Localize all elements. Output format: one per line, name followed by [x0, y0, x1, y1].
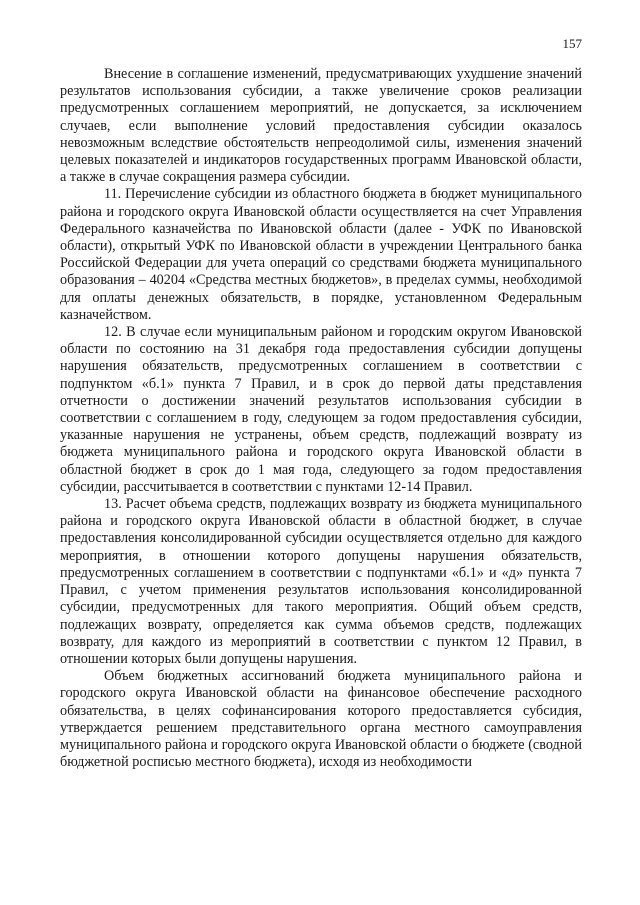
page-number: 157 — [562, 36, 582, 51]
paragraph-11-transfer: 11. Перечисление субсидии из областного бюджета в бюджет муниципального района и городского округа Ивановской области осуществляется на счет Управления Федерального казначейства по Ивановской области (далее - УФК по Ивановской области), открытый УФК по Ивановской области в учреждении Центрального банка Российской Федерации для учета операций со средствами бюджета муниципального образования – 40204 «Средства местных бюджетов», в пределах суммы, необходимой для оплаты денежных обязательств, в порядке, установленном Федеральным казначейством. — [60, 186, 582, 323]
document-body — [60, 66, 582, 771]
paragraph-budget-allocations: Объем бюджетных ассигнований бюджета муниципального района и городского округа Ивановской области на финансовое обеспечение расходного обязательства, в целях софинансирования которого предоставляется субсидия, утверждается решением представительного органа местного самоуправления муниципального района и городского округа Ивановской области о бюджете (сводной бюджетной росписью местного бюджета), исходя из необходимости — [60, 668, 582, 771]
paragraph-13-calculation: 13. Расчет объема средств, подлежащих возврату из бюджета муниципального района и городского округа Ивановской области в областной бюджет, в случае предоставления консолидированной субсидии осуществляется отдельно для каждого мероприятия, в отношении которого допущены нарушения обязательств, предусмотренных соглашением в соответствии с подпунктами «б.1» и «д» пункта 7 Правил, с учетом применения результатов использования консолидированной субсидии, предусмотренных для такого мероприятия. Общий объем средств, подлежащих возврату, определяется как сумма объемов средств, подлежащих возврату, для каждого из мероприятий в соответствии с пунктом 12 Правил, в отношении которых были допущены нарушения. — [60, 496, 582, 667]
paragraph-amendments: Внесение в соглашение изменений, предусматривающих ухудшение значений результатов использования субсидии, а также увеличение сроков реализации предусмотренных соглашением мероприятий, не допускается, за исключением случаев, если выполнение условий предоставления субсидии оказалось невозможным вследствие обстоятельств непреодолимой силы, изменения значений целевых показателей и индикаторов государственных программ Ивановской области, а также в случае сокращения размера субсидии. — [60, 66, 582, 186]
paragraph-12-violations: 12. В случае если муниципальным районом и городским округом Ивановской области по состоянию на 31 декабря года предоставления субсидии допущены нарушения обязательств, предусмотренных соглашением в соответствии с подпунктом «б.1» пункта 7 Правил, и в срок до первой даты представления отчетности о достижении значений результатов использования субсидии в соответствии с соглашением в году, следующем за годом предоставления субсидии, указанные нарушения не устранены, объем средств, подлежащий возврату из бюджета муниципального района и городского округа Ивановской области в областной бюджет в срок до 1 мая года, следующего за годом предоставления субсидии, рассчитывается в соответствии с пунктами 12-14 Правил. — [60, 324, 582, 495]
